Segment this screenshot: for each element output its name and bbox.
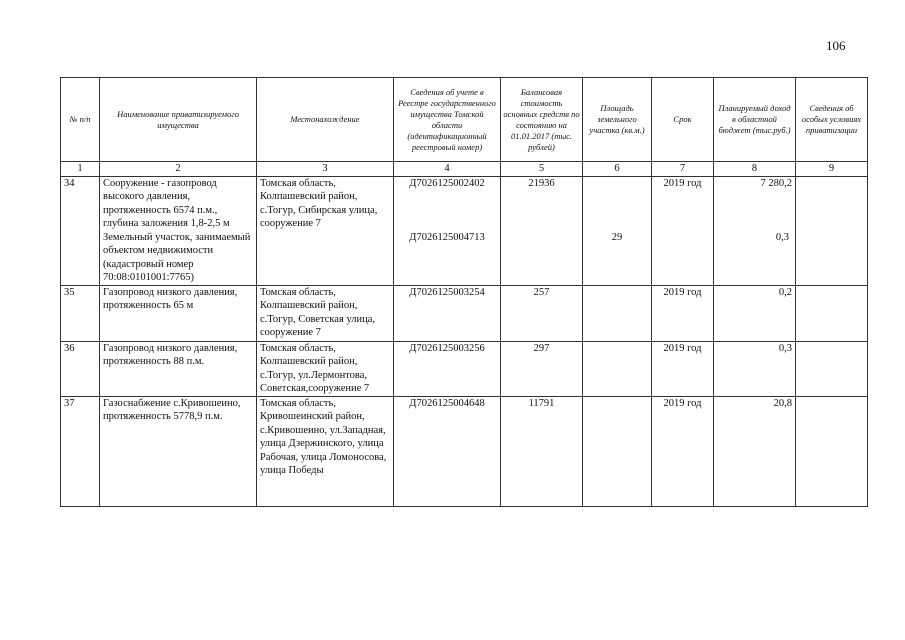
term: 2019 год — [652, 285, 714, 341]
land-area — [583, 396, 652, 506]
column-number: 7 — [652, 162, 714, 177]
special-conditions — [796, 341, 868, 396]
planned-income-part: 0,3 — [775, 231, 789, 243]
land-area — [583, 341, 652, 396]
term: 2019 год — [652, 396, 714, 506]
header-row — [61, 78, 868, 162]
item-name: Газопровод низкого давления, протяженность 65 м — [100, 285, 257, 341]
item-location: Томская область, Колпашевский район, с.Тогур, Советская улица, сооружение 7 — [257, 285, 394, 341]
balance-value: 257 — [501, 285, 583, 341]
header-term: Срок — [652, 78, 714, 162]
term: 2019 год — [652, 176, 714, 285]
column-number: 8 — [714, 162, 796, 177]
item-location: Томская область, Кривошеинский район, с.Кривошеино, ул.Западная, улица Дзержинского, улица Рабочая, улица Ломоносова, улица Победы — [257, 396, 394, 506]
header-planned-income: Планируемый доход в областной бюджет (тыс.руб.) — [714, 78, 796, 162]
item-location: Томская область, Колпашевский район, с.Тогур, Сибирская улица, сооружение 7 — [257, 176, 394, 285]
header-name: Наименование приватизируемого имущества — [100, 78, 257, 162]
item-name-part: Сооружение - газопровод высокого давления, протяженность 6574 п.м., глубина заложения 1,8-2,5 м — [103, 177, 230, 229]
header-num: № п/п — [61, 78, 100, 162]
balance-value: 21936 — [501, 176, 583, 285]
planned-income — [714, 176, 796, 285]
header-balance-value: Балансовая стоимость основных средств по состоянию на 01.01.2017 (тыс. рублей) — [501, 78, 583, 162]
page-number: 106 — [826, 38, 846, 53]
table-row — [61, 396, 868, 506]
row-number: 34 — [61, 176, 100, 285]
registry-number-part: Д7026125002402 — [409, 177, 485, 189]
column-number: 9 — [796, 162, 868, 177]
special-conditions — [796, 396, 868, 506]
registry-number-part: Д7026125004713 — [409, 231, 485, 243]
item-name-part: Земельный участок, занимаемый объектом недвижимости (кадастровый номер 70:08:0101001:7765) — [103, 231, 251, 283]
land-area-value: 29 — [611, 231, 623, 243]
column-number: 3 — [257, 162, 394, 177]
balance-value: 11791 — [501, 396, 583, 506]
land-area — [583, 285, 652, 341]
registry-number: Д7026125004648 — [394, 396, 501, 506]
planned-income: 0,2 — [714, 285, 796, 341]
special-conditions — [796, 285, 868, 341]
item-name: Газоснабжение с.Кривошеино, протяженность 5778,9 п.м. — [100, 396, 257, 506]
column-number: 2 — [100, 162, 257, 177]
header-special-conditions: Сведения об особых условиях приватизации — [796, 78, 868, 162]
term: 2019 год — [652, 341, 714, 396]
column-number: 1 — [61, 162, 100, 177]
column-number-row — [61, 162, 868, 177]
planned-income-part: 7 280,2 — [760, 177, 792, 189]
table-row — [61, 176, 868, 285]
header-land-area: Площадь земельного участка (кв.м.) — [583, 78, 652, 162]
registry-number: Д7026125003254 — [394, 285, 501, 341]
item-location: Томская область, Колпашевский район, с.Тогур, ул.Лермонтова, Советская,сооружение 7 — [257, 341, 394, 396]
header-registry: Сведения об учете в Реестре государственного имущества Томской области (идентификационный реестровый номер) — [394, 78, 501, 162]
special-conditions — [796, 176, 868, 285]
item-name — [100, 176, 257, 285]
table-row — [61, 285, 868, 341]
row-number: 37 — [61, 396, 100, 506]
row-number: 35 — [61, 285, 100, 341]
column-number: 5 — [501, 162, 583, 177]
registry-number: Д7026125003256 — [394, 341, 501, 396]
row-number: 36 — [61, 341, 100, 396]
property-table — [60, 77, 868, 507]
column-number: 6 — [583, 162, 652, 177]
balance-value: 297 — [501, 341, 583, 396]
registry-number — [394, 176, 501, 285]
column-number: 4 — [394, 162, 501, 177]
item-name: Газопровод низкого давления, протяженность 88 п.м. — [100, 341, 257, 396]
planned-income: 0,3 — [714, 341, 796, 396]
land-area — [583, 176, 652, 285]
header-location: Местонахождение — [257, 78, 394, 162]
planned-income: 20,8 — [714, 396, 796, 506]
table-row — [61, 341, 868, 396]
